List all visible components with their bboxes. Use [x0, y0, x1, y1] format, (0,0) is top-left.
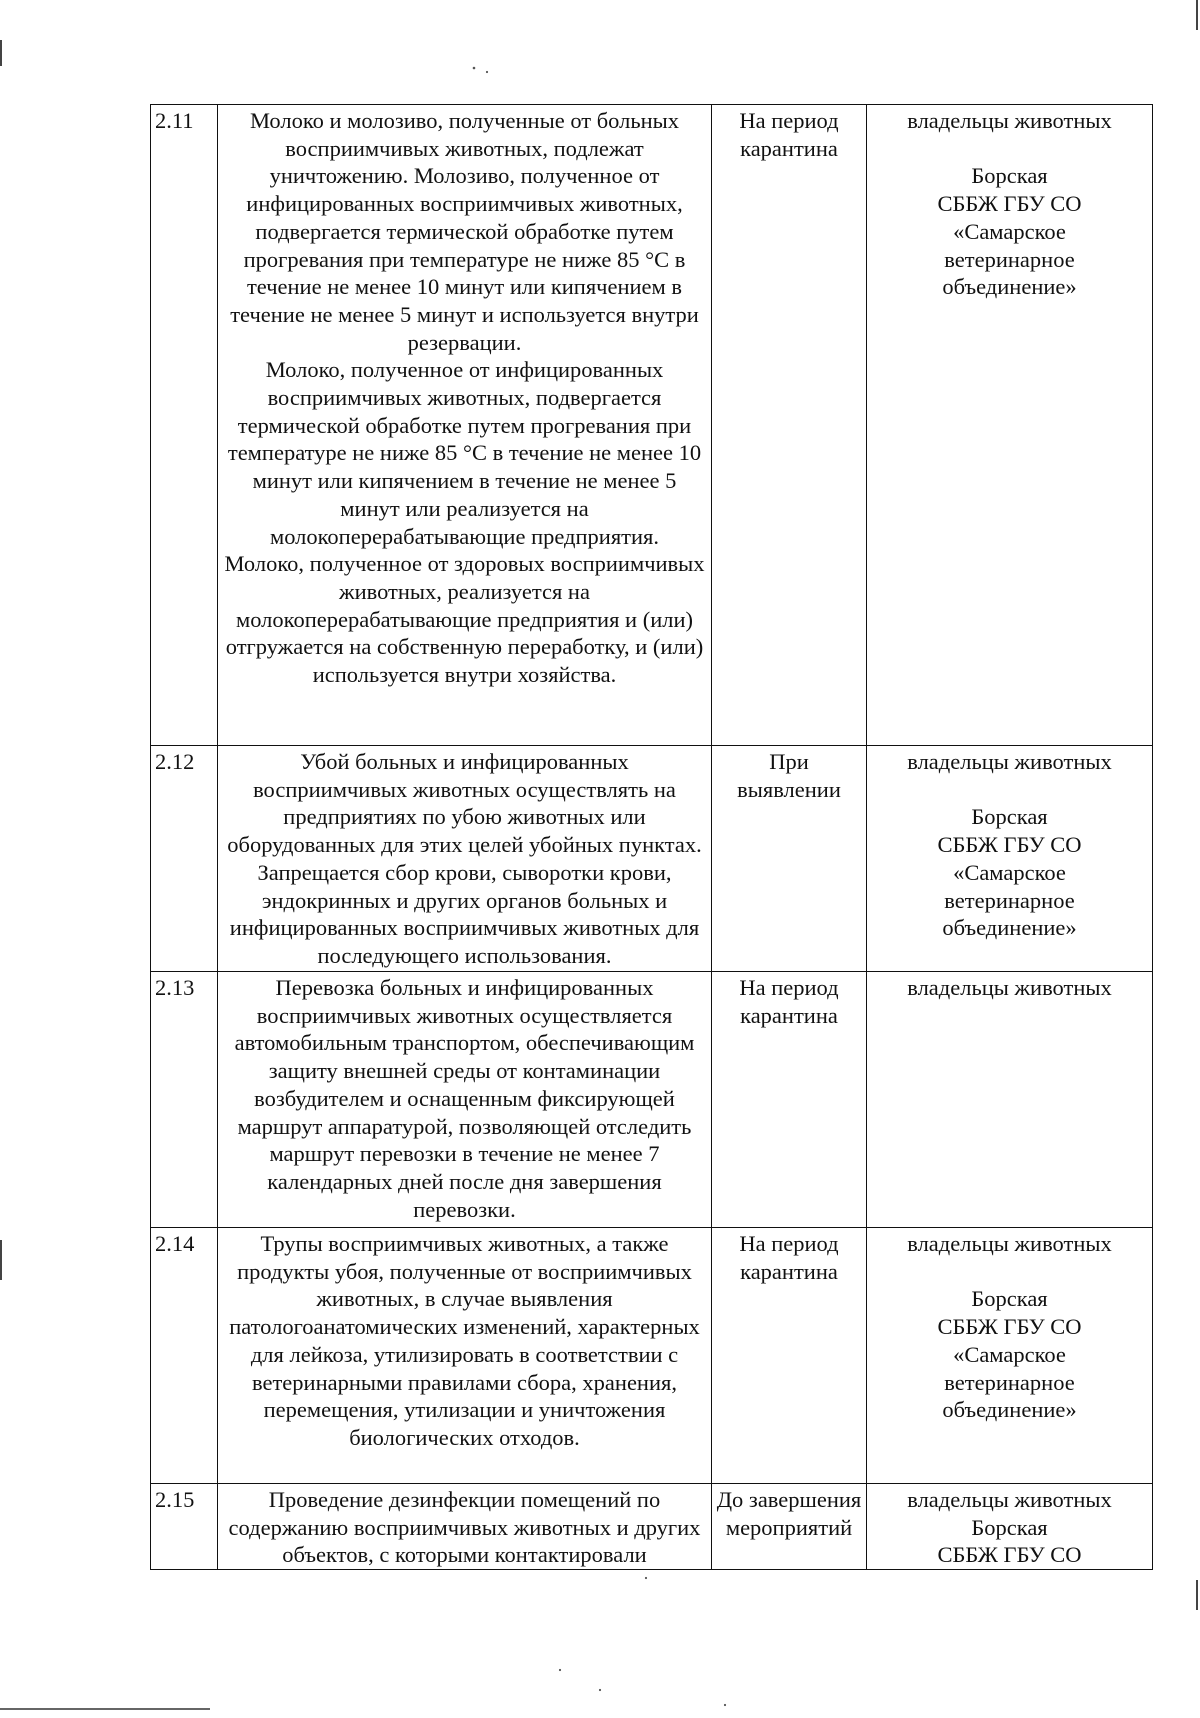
- scan-speck: [559, 1669, 561, 1671]
- responsible-gap: [871, 1258, 1148, 1286]
- description-paragraph: Трупы восприимчивых животных, а также продукты убоя, полученные от восприимчивых животных, в случае выявления патологоанатомических изменений, характерных для лейкоза, утилизировать в соответствии с ветеринарными правилами сбора, хранения, перемещения, утилизации и уничтожения биологических отходов.: [229, 1231, 700, 1450]
- responsible-line: «Самарское: [953, 218, 1066, 244]
- scan-speck: [645, 1577, 647, 1579]
- scan-mark: [1196, 1580, 1198, 1610]
- responsible-party: [867, 1228, 1153, 1484]
- responsible-line: СББЖ ГБУ СО: [937, 191, 1082, 217]
- measures-table: [150, 104, 1153, 1570]
- responsible-line: СББЖ ГБУ СО: [937, 1542, 1082, 1568]
- description-paragraph: Молоко, полученное от инфицированных восприимчивых животных, подвергается термической обработке путем прогревания при температуре не ниже 85 °C в течение не менее 10 минут или кипячением в течение не менее 5 минут или реализуется на молокоперерабатывающие предприятия.: [227, 357, 702, 549]
- responsible-line: ветеринарное: [944, 246, 1075, 272]
- description-paragraph: Перевозка больных и инфицированных восприимчивых животных осуществляется автомобильным транспортом, обеспечивающим защиту внешней среды от контаминации возбудителем и оснащенным фиксирующей маршрут аппаратурой, позволяющей отследить маршрут перевозки в течение не менее 7 календарных дней после дня завершения перевозки.: [234, 975, 695, 1222]
- description-paragraph: Проведение дезинфекции помещений по содержанию восприимчивых животных и других объектов, с которыми контактировали: [228, 1487, 701, 1568]
- row-number: 2.13: [151, 972, 218, 1228]
- row-number: 2.14: [151, 1228, 218, 1484]
- responsible-line: владельцы животных: [907, 1231, 1112, 1256]
- responsible-line: «Самарское: [953, 1341, 1066, 1367]
- responsible-party: [867, 746, 1153, 972]
- measure-description: [218, 1228, 712, 1484]
- responsible-gap: [871, 135, 1148, 163]
- measure-description: [218, 972, 712, 1228]
- measure-term: На период карантина: [712, 105, 867, 746]
- responsible-line: «Самарское: [953, 859, 1066, 885]
- scan-mark: [0, 40, 2, 66]
- responsible-party: [867, 1484, 1153, 1570]
- row-number: 2.12: [151, 746, 218, 972]
- description-paragraph: Молоко и молозиво, полученные от больных восприимчивых животных, подлежат уничтожению. Молозиво, полученное от инфицированных восприимчивых животных, подвергается термической обработке путем прогревания при температуре не ниже 85 °C в течение не менее 10 минут или кипячением в течение не менее 5 минут и используется внутри резервации.: [230, 108, 699, 355]
- scan-speck: [724, 1704, 726, 1706]
- responsible-line: СББЖ ГБУ СО: [937, 1314, 1082, 1340]
- scan-mark: [0, 1708, 210, 1710]
- description-paragraph: Молоко, полученное от здоровых восприимчивых животных, реализуется на молокоперерабатывающие предприятия и (или) отгружается на собственную переработку, и (или) используется внутри хозяйства.: [224, 551, 705, 688]
- responsible-party: [867, 972, 1153, 1228]
- scan-speck: [599, 1689, 601, 1691]
- responsible-line: Борская: [971, 1286, 1048, 1312]
- responsible-gap: [871, 776, 1148, 804]
- responsible-line: ветеринарное: [944, 1369, 1075, 1395]
- measure-description: [218, 1484, 712, 1570]
- measure-term: На период карантина: [712, 1228, 867, 1484]
- measure-term: До завершения мероприятий: [712, 1484, 867, 1570]
- scan-mark: [0, 1240, 2, 1280]
- row-number: 2.11: [151, 105, 218, 746]
- responsible-line: Борская: [971, 804, 1048, 830]
- measure-term: При выявлении: [712, 746, 867, 972]
- responsible-line: Борская: [971, 163, 1048, 189]
- table-row: [151, 972, 1153, 1228]
- table-row: [151, 1484, 1153, 1570]
- row-number: 2.15: [151, 1484, 218, 1570]
- responsible-line: владельцы животных: [907, 749, 1112, 774]
- table-row: [151, 746, 1153, 972]
- responsible-line: объединение»: [942, 1397, 1077, 1423]
- responsible-line: владельцы животных: [907, 975, 1112, 1000]
- measure-description: [218, 746, 712, 972]
- scan-mark: [1196, 0, 1198, 30]
- responsible-party: [867, 105, 1153, 746]
- description-paragraph: Убой больных и инфицированных восприимчивых животных осуществлять на предприятиях по убою животных или оборудованных для этих целей убойных пунктах. Запрещается сбор крови, сыворотки крови, эндокринных и других органов больных и инфицированных восприимчивых животных для последующего использования.: [227, 749, 702, 968]
- responsible-line: владельцы животных: [907, 108, 1112, 133]
- responsible-line: Борская: [971, 1514, 1048, 1540]
- responsible-line: СББЖ ГБУ СО: [937, 832, 1082, 858]
- scan-speck: [486, 71, 488, 73]
- responsible-line: объединение»: [942, 915, 1077, 941]
- table-row: [151, 105, 1153, 746]
- responsible-line: объединение»: [942, 274, 1077, 300]
- scan-speck: [473, 67, 476, 70]
- table-row: [151, 1228, 1153, 1484]
- responsible-line: ветеринарное: [944, 887, 1075, 913]
- measure-term: На период карантина: [712, 972, 867, 1228]
- measure-description: [218, 105, 712, 746]
- responsible-line: владельцы животных: [907, 1487, 1112, 1512]
